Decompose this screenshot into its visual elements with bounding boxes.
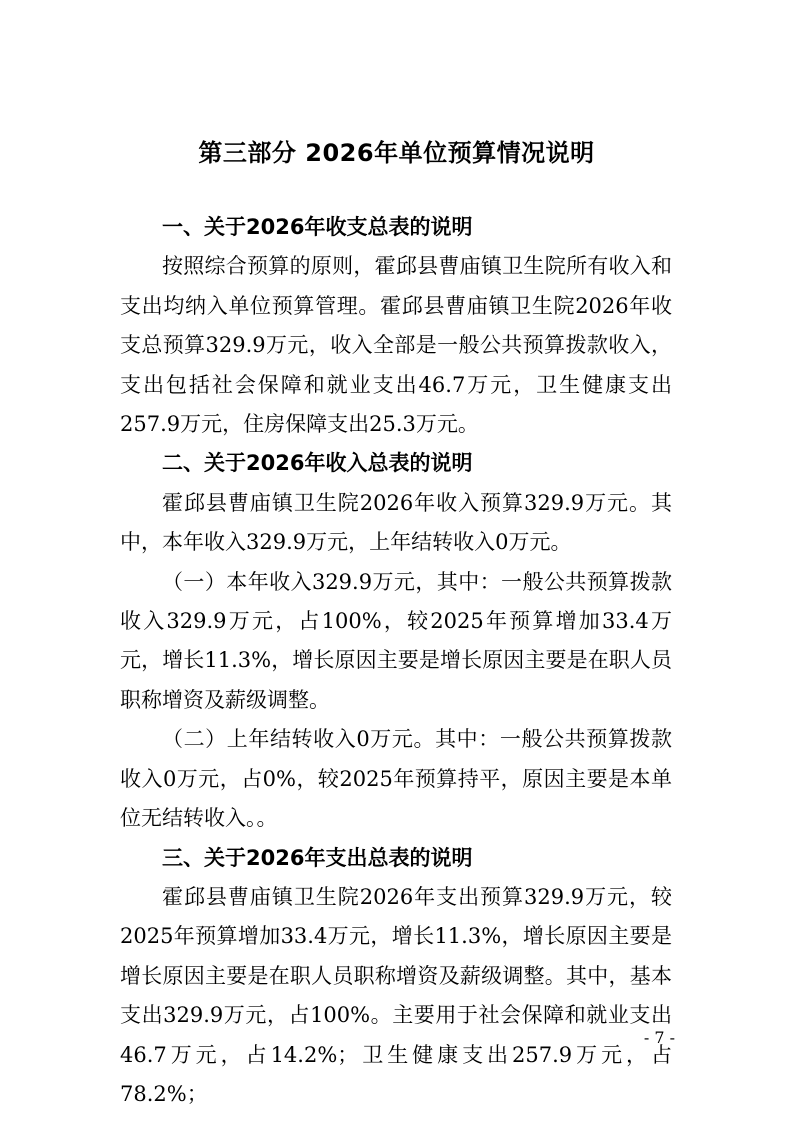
section-heading-3: 三、关于2026年支出总表的说明 xyxy=(162,845,473,870)
body-paragraph: 霍邱县曹庙镇卫生院2026年支出预算329.9万元，较2025年预算增加33.4万元，增长11.3%，增长原因主要是增长原因主要是在职人员职称增资及薪级调整。其中，基本支出329.9万元，占100%。主要用于社会保障和就业支出46.7万元，占14.2%；卫生健康支出257.9万元，占78.2%； xyxy=(120,884,672,1106)
document-body xyxy=(120,208,672,1114)
page-number: - 7 - xyxy=(643,1028,675,1047)
page-title: 第三部分 2026年单位预算情况说明 xyxy=(198,139,595,167)
body-paragraph: （一）本年收入329.9万元，其中：一般公共预算拨款收入329.9万元，占100%，较2025年预算增加33.4万元，增长11.3%，增长原因主要是增长原因主要是在职人员职称增资及薪级调整。 xyxy=(120,569,672,712)
body-paragraph: 霍邱县曹庙镇卫生院2026年收入预算329.9万元。其中，本年收入329.9万元，上年结转收入0万元。 xyxy=(120,490,672,555)
body-paragraph: （二）上年结转收入0万元。其中：一般公共预算拨款收入0万元，占0%，较2025年预算持平，原因主要是本单位无结转收入。。 xyxy=(120,727,672,831)
section-heading-2: 二、关于2026年收入总表的说明 xyxy=(162,451,473,476)
section-heading-1: 一、关于2026年收支总表的说明 xyxy=(162,215,473,239)
body-paragraph: 按照综合预算的原则，霍邱县曹庙镇卫生院所有收入和支出均纳入单位预算管理。霍邱县曹庙镇卫生院2026年收支总预算329.9万元，收入全部是一般公共预算拨款收入，支出包括社会保障和就业支出46.7万元，卫生健康支出257.9万元，住房保障支出25.3万元。 xyxy=(120,254,672,437)
